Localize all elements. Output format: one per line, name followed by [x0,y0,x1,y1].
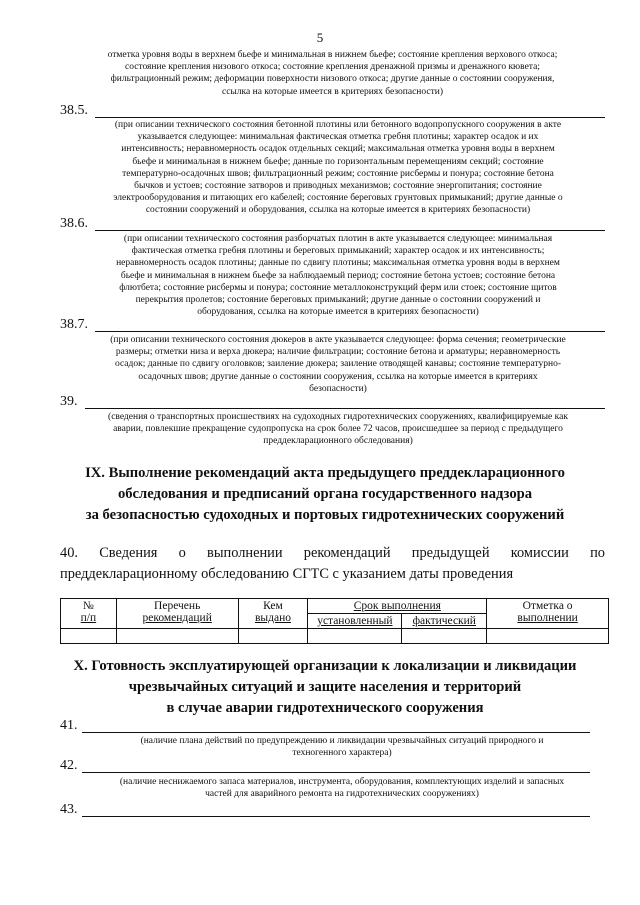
item-38-7-number: 38.7. [60,317,88,332]
header-text: выдано [254,612,291,624]
note-line: состояние крепления низового откоса; состояние крепления дренажной призмы и дренажного кювета; [125,62,540,73]
note-line: флютбета; состояние рисбермы и понура; состояние металлоконструкций ферм или стоек; состояние щитов [119,282,557,293]
note-line: безопасности) [309,383,367,394]
table-cell [402,629,487,644]
item-42-fill-line [82,772,590,773]
heading-line: обследования и предписаний органа государственного надзора [117,486,533,502]
note-line: осадочных швов; другие данные о состоянии сооружения, ссылка на которые имеется в критериях [138,371,538,382]
item-38-6-fill-line [95,230,605,231]
item-38-6-note [68,233,608,318]
header-text: п/п [80,612,97,624]
col-term-set-header: установленный [308,614,402,629]
col-term-header: Срок выполнения [308,599,487,614]
header-text: выполнении [517,612,578,624]
heading-line: в случае аварии гидротехнического сооружения [166,700,484,716]
table-header-row [61,599,609,614]
note-line: интенсивность; неравномерность осадок отдельных секций; максимальная отметка уровня воды в верхнем [121,144,555,155]
item-38-5-fill-line [95,117,605,118]
note-line: состоянии сооружений и оборудования, ссылка на которые имеется в критериях безопасности) [145,205,531,216]
item-40-line-2: преддекларационному обследованию СГТС с указанием даты проведения [60,566,514,582]
item-41-note [82,735,602,759]
note-line: (наличие неснижаемого запаса материалов, инструмента, оборудования, комплектующих изделий и запасных [119,777,565,787]
item-38-5-number: 38.5. [60,103,88,118]
col-who-header [238,599,308,629]
note-line: перекрытия пролетов; состояние береговых примыканий; другие данные о состоянии сооружений и [135,295,541,306]
heading-line: IX. Выполнение рекомендаций акта предыдущего преддекларационного [85,465,565,481]
recommendations-table [60,598,609,644]
header-text: Перечень [154,600,201,612]
page-number: 5 [316,30,324,45]
item-39-fill-line [85,408,605,409]
section-ix-heading [60,463,590,526]
item-41-fill-line [82,732,590,733]
col-list-header [116,599,238,629]
item-39-number: 39. [60,394,78,409]
item-41-number: 41. [60,718,78,733]
table-cell [116,629,238,644]
table-cell [61,629,117,644]
note-line: (при описании технического состояния бетонной плотины или бетонного водопропускного сооружения в акте [114,120,562,130]
top-note [60,49,605,98]
table-cell [308,629,402,644]
item-40-line-1: 40. Сведения о выполнении рекомендаций предыдущей комиссии по [60,545,605,561]
heading-line: чрезвычайных ситуаций и защите населения и территорий [128,679,522,695]
heading-line: за безопасностью судоходных и портовых гидротехнических сооружений [85,507,565,523]
note-line: оборудования, ссылка на которые имеется в критериях безопасности) [197,307,479,318]
table-cell [487,629,609,644]
note-line: бьефе и минимальная в нижнем бьефе за наблюдаемый период; состояние бетона устоев; состояние бетона [120,270,556,281]
note-line: электрооборудования и питающих его кабелей; состояние береговых грунтовых примыканий; другие данные о [113,193,563,204]
note-line: частей для аварийного ремонта на гидротехнических сооружениях) [205,789,479,800]
col-mark-header [487,599,609,629]
note-line: неравномерность осадок плотины; данные по сдвигу плотины; максимальная отметка уровня воды в верхнем [116,258,560,269]
header-text: Отметка о [522,600,573,612]
note-line: ссылка на которые имеется в критериях безопасности) [221,86,443,97]
header-text: рекомендаций [142,612,212,624]
col-term-actual-header: фактический [402,614,487,629]
note-line: преддекларационного обследования) [263,436,413,447]
item-42-note [82,776,602,800]
note-line: техногенного характера) [292,748,392,759]
note-line: фактическая отметка гребня плотины и береговых примыканий; характер осадок и их интенсивность; [131,246,545,257]
item-38-5-note [68,119,608,217]
note-line: (наличие плана действий по предупреждению и ликвидации чрезвычайных ситуаций природного и [140,736,544,746]
item-43-number: 43. [60,802,78,817]
table-cell [238,629,308,644]
note-line: бьефе и минимальная в нижнем бьефе; данные по горизонтальным перемещениям секций; состояние [132,156,544,167]
note-line: фильтрационный режим; деформации поверхности низового откоса; другие данные о состоянии сооружения, [110,74,555,85]
note-line: (при описании технического состояния разборчатых плотин в акте указывается следующее: минимальная [123,234,553,244]
table-row [61,629,609,644]
item-38-7-note [68,334,608,395]
col-num-header [61,599,117,629]
note-line: температурно-осадочных швов; фильтрационный режим; состояние рисбермы и понура; состояние бетона [122,168,554,179]
note-line: (при описании технического состояния дюкеров в акте указывается следующее: форма сечения; геометрические [110,335,566,345]
note-line: отметка уровня воды в верхнем бьефе и минимальная в нижнем бьефе; состояние крепления верхового откоса; [107,50,558,60]
note-line: аварии, повлекшие прекращение судопропуска на срок более 72 часов, происшедшее за период с предыдущего [113,424,563,435]
item-43-fill-line [82,816,590,817]
heading-line: X. Готовность эксплуатирующей организации к локализации и ликвидации [73,658,577,674]
section-x-heading [60,656,590,719]
header-text: № [82,600,94,612]
note-line: (сведения о транспортных происшествиях на судоходных гидротехнических сооружениях, квалифицируемые как [108,412,568,422]
item-38-6-number: 38.6. [60,216,88,231]
item-42-number: 42. [60,758,78,773]
note-line: бычков и устоев; состояние затворов и приводных механизмов; состояние энергопитания; состояние [134,181,542,192]
note-line: осадок; данные по сдвигу оголовков; заиление дюкера; заиление отводящей канавы; состояние температурно- [114,359,562,370]
header-text: Кем [263,600,283,612]
note-line: указывается следующее: минимальная фактическая отметка гребня плотины; характер осадок и их [137,132,539,143]
note-line: размеры; отметки низа и верха дюкера; наличие фильтрации; состояние бетона и арматуры; неравномерность [115,347,561,358]
item-40-text [60,543,605,585]
item-38-7-fill-line [95,331,605,332]
item-39-note [68,411,608,448]
